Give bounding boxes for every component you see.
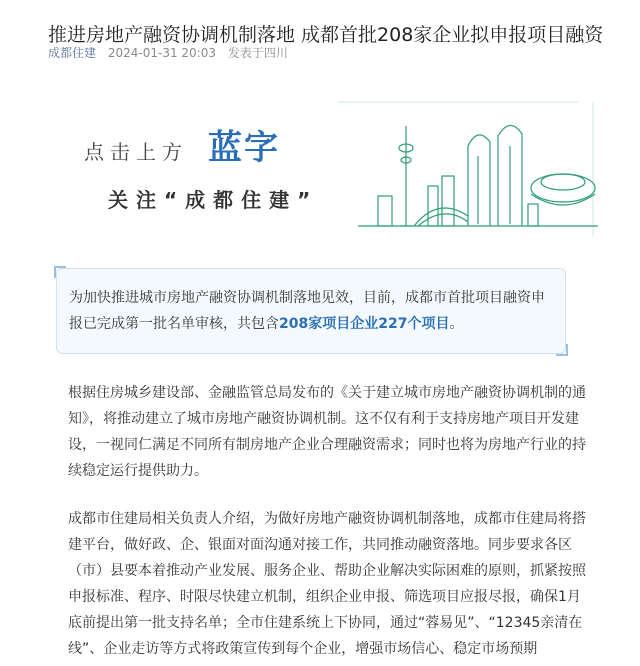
summary-text: 为加快推进城市房地产融资协调机制落地见效，目前，成都市首批项目融资申报已完成第一批名单审核，共包含 bbox=[69, 290, 545, 332]
corner-decoration bbox=[556, 344, 568, 356]
banner-text-follow: 关注“成都住建” bbox=[108, 188, 319, 212]
body-paragraph: 根据住房城乡建设部、金融监管总局发布的《关于建立城市房地产融资协调机制的通知》，将推动建立了城市房地产融资协调机制。这不仅有利于支持房地产项目开发建设，一视同仁满足不同所有制房地产企业合理融资需求；同时也将为房地产行业的持续稳定运行提供助力。 bbox=[68, 385, 586, 479]
chengdu-skyline-illustration bbox=[318, 96, 628, 246]
article-title: 推进房地产融资协调机制落地 成都首批208家企业拟申报项目融资 bbox=[48, 23, 604, 46]
banner-blue-word: 蓝字 bbox=[208, 128, 280, 168]
corner-decoration bbox=[54, 266, 66, 278]
body-paragraph: 成都市住建局相关负责人介绍，为做好房地产融资协调机制落地，成都市住建局将搭建平台，做好政、企、银面对面沟通对接工作，共同推动融资落地。同步要求各区（市）县要本着推动产业发展、服务企业、帮助企业解决实际困难的原则，抓紧按照申报标准、程序、时限尽快建立机制，组织企业申报、筛选项目应报尽报，确保1月底前提出第一批支持名单；全市住建系统上下协同，通过“蓉易见”、“12345亲清在线”、企业走访等方式将政策宣传到每个企业，增强市场信心、稳定市场预期 bbox=[68, 511, 586, 657]
publish-location: 发表于四川 bbox=[227, 46, 288, 60]
summary-end: 。 bbox=[449, 316, 464, 332]
publish-time: 2024-01-31 20:03 bbox=[107, 46, 216, 60]
author-link[interactable]: 成都住建 bbox=[48, 46, 97, 60]
article-meta bbox=[48, 44, 288, 62]
follow-banner[interactable] bbox=[48, 96, 628, 246]
summary-box bbox=[56, 268, 566, 354]
summary-highlight: 208家项目企业227个项目 bbox=[279, 316, 450, 332]
banner-text-click: 点击上方 bbox=[84, 140, 188, 164]
